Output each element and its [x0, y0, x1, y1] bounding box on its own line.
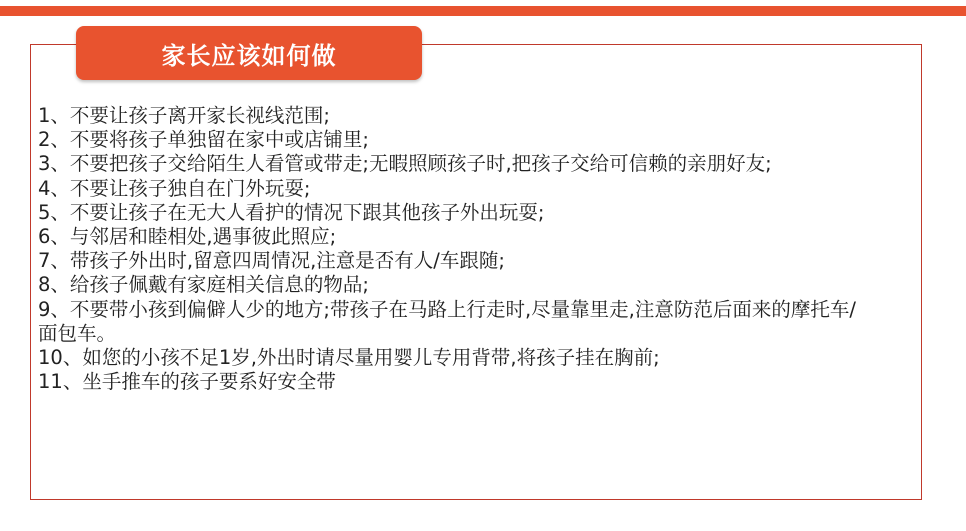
list-item: 8、给孩子佩戴有家庭相关信息的物品;	[38, 273, 369, 297]
list-item: 7、带孩子外出时,留意四周情况,注意是否有人/车跟随;	[38, 249, 505, 273]
list-item: 11、坐手推车的孩子要系好安全带	[38, 370, 336, 394]
list-item: 5、不要让孩子在无大人看护的情况下跟其他孩子外出玩耍;	[38, 200, 545, 224]
top-accent-bar	[0, 6, 966, 16]
list-item: 9、不要带小孩到偏僻人少的地方;带孩子在马路上行走时,尽量靠里走,注意防范后面来的摩托车/面包车。	[38, 297, 856, 345]
advice-list	[38, 104, 868, 394]
list-item: 4、不要让孩子独自在门外玩耍;	[38, 176, 311, 200]
list-item: 2、不要将孩子单独留在家中或店铺里;	[38, 128, 369, 152]
list-item: 1、不要让孩子离开家长视线范围;	[38, 104, 330, 127]
list-item: 3、不要把孩子交给陌生人看管或带走;无暇照顾孩子时,把孩子交给可信赖的亲朋好友;	[38, 152, 772, 176]
list-item: 10、如您的小孩不足1岁,外出时请尽量用婴儿专用背带,将孩子挂在胸前;	[38, 346, 660, 370]
title-banner	[76, 26, 422, 80]
list-item: 6、与邻居和睦相处,遇事彼此照应;	[38, 225, 337, 249]
page-title: 家长应该如何做	[161, 41, 337, 70]
